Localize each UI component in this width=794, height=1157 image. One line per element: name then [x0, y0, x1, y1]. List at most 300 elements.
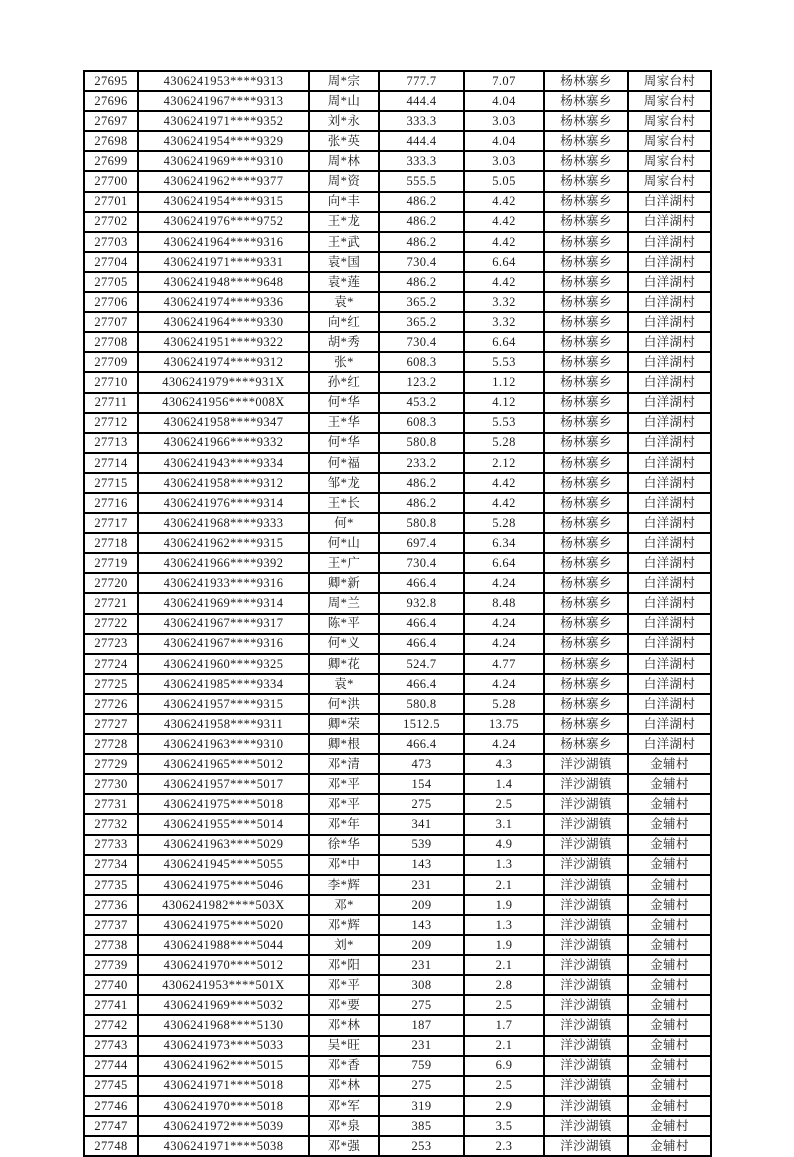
- cell-amount: 580.8: [379, 433, 464, 453]
- cell-township: 洋沙湖镇: [544, 895, 628, 915]
- cell-township: 杨林寨乡: [544, 111, 628, 131]
- cell-name: 周*资: [309, 171, 379, 191]
- cell-amount: 365.2: [379, 312, 464, 332]
- cell-serial-number: 27739: [84, 955, 138, 975]
- cell-amount: 253: [379, 1136, 464, 1156]
- cell-name: 袁*: [309, 292, 379, 312]
- cell-village: 金辅村: [628, 835, 711, 855]
- cell-serial-number: 27695: [84, 71, 138, 91]
- cell-township: 杨林寨乡: [544, 232, 628, 252]
- cell-amount: 154: [379, 774, 464, 794]
- table-row: [84, 835, 711, 855]
- cell-id-card-number: 4306241973****5033: [138, 1036, 309, 1056]
- cell-name: 卿*荣: [309, 714, 379, 734]
- cell-quantity: 8.48: [464, 593, 544, 613]
- cell-name: 向*丰: [309, 192, 379, 212]
- cell-township: 洋沙湖镇: [544, 1076, 628, 1096]
- table-row: [84, 1096, 711, 1116]
- table-row: [84, 312, 711, 332]
- cell-quantity: 4.42: [464, 272, 544, 292]
- cell-serial-number: 27699: [84, 151, 138, 171]
- table-row: [84, 393, 711, 413]
- table-row: [84, 593, 711, 613]
- cell-serial-number: 27742: [84, 1015, 138, 1035]
- table-row: [84, 654, 711, 674]
- cell-quantity: 4.42: [464, 232, 544, 252]
- cell-township: 杨林寨乡: [544, 513, 628, 533]
- cell-name: 何*华: [309, 393, 379, 413]
- cell-quantity: 4.77: [464, 654, 544, 674]
- cell-quantity: 4.3: [464, 754, 544, 774]
- cell-township: 杨林寨乡: [544, 372, 628, 392]
- cell-id-card-number: 4306241976****9314: [138, 493, 309, 513]
- cell-village: 金辅村: [628, 814, 711, 834]
- cell-serial-number: 27723: [84, 634, 138, 654]
- cell-village: 白洋湖村: [628, 714, 711, 734]
- cell-village: 金辅村: [628, 1036, 711, 1056]
- cell-township: 杨林寨乡: [544, 212, 628, 232]
- cell-amount: 143: [379, 915, 464, 935]
- cell-township: 杨林寨乡: [544, 553, 628, 573]
- cell-quantity: 2.1: [464, 1036, 544, 1056]
- cell-serial-number: 27702: [84, 212, 138, 232]
- cell-serial-number: 27743: [84, 1036, 138, 1056]
- cell-amount: 209: [379, 895, 464, 915]
- cell-id-card-number: 4306241969****9314: [138, 593, 309, 613]
- cell-amount: 233.2: [379, 453, 464, 473]
- cell-amount: 466.4: [379, 634, 464, 654]
- cell-village: 白洋湖村: [628, 433, 711, 453]
- cell-amount: 453.2: [379, 393, 464, 413]
- table-row: [84, 634, 711, 654]
- table-row: [84, 352, 711, 372]
- cell-name: 何*山: [309, 533, 379, 553]
- cell-quantity: 1.3: [464, 855, 544, 875]
- cell-quantity: 3.32: [464, 292, 544, 312]
- cell-township: 杨林寨乡: [544, 91, 628, 111]
- cell-id-card-number: 4306241968****9333: [138, 513, 309, 533]
- cell-quantity: 5.05: [464, 171, 544, 191]
- cell-township: 杨林寨乡: [544, 252, 628, 272]
- cell-village: 白洋湖村: [628, 674, 711, 694]
- cell-township: 洋沙湖镇: [544, 975, 628, 995]
- cell-village: 金辅村: [628, 1096, 711, 1116]
- cell-quantity: 13.75: [464, 714, 544, 734]
- cell-amount: 333.3: [379, 151, 464, 171]
- cell-id-card-number: 4306241933****9316: [138, 573, 309, 593]
- cell-amount: 555.5: [379, 171, 464, 191]
- cell-id-card-number: 4306241958****9312: [138, 473, 309, 493]
- cell-village: 白洋湖村: [628, 332, 711, 352]
- cell-township: 杨林寨乡: [544, 131, 628, 151]
- cell-amount: 486.2: [379, 493, 464, 513]
- cell-township: 杨林寨乡: [544, 332, 628, 352]
- cell-id-card-number: 4306241974****9336: [138, 292, 309, 312]
- cell-id-card-number: 4306241958****9311: [138, 714, 309, 734]
- cell-quantity: 1.9: [464, 935, 544, 955]
- cell-name: 邓*平: [309, 774, 379, 794]
- cell-serial-number: 27731: [84, 794, 138, 814]
- table-row: [84, 614, 711, 634]
- cell-quantity: 2.5: [464, 995, 544, 1015]
- cell-quantity: 2.1: [464, 955, 544, 975]
- cell-id-card-number: 4306241945****5055: [138, 855, 309, 875]
- cell-id-card-number: 4306241974****9312: [138, 352, 309, 372]
- cell-village: 白洋湖村: [628, 634, 711, 654]
- cell-amount: 341: [379, 814, 464, 834]
- cell-name: 王*长: [309, 493, 379, 513]
- cell-amount: 466.4: [379, 573, 464, 593]
- cell-quantity: 6.9: [464, 1056, 544, 1076]
- table-row: [84, 513, 711, 533]
- cell-township: 杨林寨乡: [544, 292, 628, 312]
- cell-quantity: 4.42: [464, 493, 544, 513]
- cell-name: 何*华: [309, 433, 379, 453]
- cell-village: 白洋湖村: [628, 272, 711, 292]
- cell-quantity: 5.28: [464, 513, 544, 533]
- cell-serial-number: 27728: [84, 734, 138, 754]
- cell-serial-number: 27705: [84, 272, 138, 292]
- cell-serial-number: 27696: [84, 91, 138, 111]
- cell-amount: 486.2: [379, 232, 464, 252]
- cell-township: 洋沙湖镇: [544, 855, 628, 875]
- cell-id-card-number: 4306241971****9352: [138, 111, 309, 131]
- table-row: [84, 674, 711, 694]
- table-row: [84, 212, 711, 232]
- table-row: [84, 553, 711, 573]
- table-row: [84, 754, 711, 774]
- table-row: [84, 855, 711, 875]
- cell-serial-number: 27746: [84, 1096, 138, 1116]
- cell-id-card-number: 4306241963****9310: [138, 734, 309, 754]
- table-row: [84, 694, 711, 714]
- cell-serial-number: 27716: [84, 493, 138, 513]
- cell-name: 胡*秀: [309, 332, 379, 352]
- cell-quantity: 2.12: [464, 453, 544, 473]
- table-row: [84, 794, 711, 814]
- cell-id-card-number: 4306241970****5018: [138, 1096, 309, 1116]
- cell-township: 杨林寨乡: [544, 171, 628, 191]
- cell-quantity: 2.8: [464, 975, 544, 995]
- table-row: [84, 493, 711, 513]
- cell-township: 洋沙湖镇: [544, 1015, 628, 1035]
- table-row: [84, 1136, 711, 1156]
- table-row: [84, 935, 711, 955]
- cell-id-card-number: 4306241967****9316: [138, 634, 309, 654]
- cell-amount: 524.7: [379, 654, 464, 674]
- cell-village: 周家台村: [628, 131, 711, 151]
- cell-id-card-number: 4306241954****9329: [138, 131, 309, 151]
- cell-name: 邓*平: [309, 794, 379, 814]
- cell-name: 张*: [309, 352, 379, 372]
- cell-quantity: 4.9: [464, 835, 544, 855]
- cell-id-card-number: 4306241966****9392: [138, 553, 309, 573]
- cell-township: 洋沙湖镇: [544, 955, 628, 975]
- cell-id-card-number: 4306241979****931X: [138, 372, 309, 392]
- cell-name: 卿*花: [309, 654, 379, 674]
- cell-village: 白洋湖村: [628, 413, 711, 433]
- cell-serial-number: 27709: [84, 352, 138, 372]
- cell-serial-number: 27719: [84, 553, 138, 573]
- cell-serial-number: 27700: [84, 171, 138, 191]
- cell-serial-number: 27717: [84, 513, 138, 533]
- cell-id-card-number: 4306241967****9313: [138, 91, 309, 111]
- cell-amount: 365.2: [379, 292, 464, 312]
- cell-township: 杨林寨乡: [544, 413, 628, 433]
- cell-township: 洋沙湖镇: [544, 915, 628, 935]
- cell-serial-number: 27740: [84, 975, 138, 995]
- cell-township: 洋沙湖镇: [544, 835, 628, 855]
- table-row: [84, 533, 711, 553]
- table-row: [84, 151, 711, 171]
- cell-village: 白洋湖村: [628, 252, 711, 272]
- cell-township: 杨林寨乡: [544, 573, 628, 593]
- cell-name: 卿*根: [309, 734, 379, 754]
- cell-township: 杨林寨乡: [544, 71, 628, 91]
- cell-quantity: 3.03: [464, 111, 544, 131]
- cell-serial-number: 27712: [84, 413, 138, 433]
- cell-amount: 275: [379, 1076, 464, 1096]
- cell-village: 周家台村: [628, 151, 711, 171]
- cell-id-card-number: 4306241965****5012: [138, 754, 309, 774]
- cell-township: 洋沙湖镇: [544, 774, 628, 794]
- cell-id-card-number: 4306241982****503X: [138, 895, 309, 915]
- cell-village: 金辅村: [628, 794, 711, 814]
- cell-amount: 730.4: [379, 332, 464, 352]
- cell-quantity: 6.64: [464, 332, 544, 352]
- cell-quantity: 4.24: [464, 614, 544, 634]
- table-row: [84, 413, 711, 433]
- cell-serial-number: 27713: [84, 433, 138, 453]
- cell-township: 杨林寨乡: [544, 714, 628, 734]
- cell-amount: 275: [379, 794, 464, 814]
- table-row: [84, 1036, 711, 1056]
- cell-serial-number: 27704: [84, 252, 138, 272]
- cell-name: 何*洪: [309, 694, 379, 714]
- cell-township: 洋沙湖镇: [544, 794, 628, 814]
- cell-village: 白洋湖村: [628, 694, 711, 714]
- table-row: [84, 995, 711, 1015]
- cell-quantity: 4.24: [464, 734, 544, 754]
- table-row: [84, 875, 711, 895]
- cell-quantity: 1.3: [464, 915, 544, 935]
- cell-township: 杨林寨乡: [544, 433, 628, 453]
- cell-village: 金辅村: [628, 975, 711, 995]
- cell-amount: 539: [379, 835, 464, 855]
- table-row: [84, 111, 711, 131]
- cell-name: 袁*: [309, 674, 379, 694]
- table-row: [84, 252, 711, 272]
- cell-id-card-number: 4306241954****9315: [138, 192, 309, 212]
- table-row: [84, 1056, 711, 1076]
- cell-serial-number: 27698: [84, 131, 138, 151]
- cell-amount: 486.2: [379, 272, 464, 292]
- cell-township: 杨林寨乡: [544, 192, 628, 212]
- cell-village: 白洋湖村: [628, 292, 711, 312]
- cell-quantity: 4.42: [464, 192, 544, 212]
- cell-amount: 486.2: [379, 473, 464, 493]
- cell-township: 洋沙湖镇: [544, 814, 628, 834]
- table-row: [84, 171, 711, 191]
- cell-amount: 385: [379, 1116, 464, 1136]
- cell-name: 周*兰: [309, 593, 379, 613]
- cell-amount: 730.4: [379, 553, 464, 573]
- cell-serial-number: 27747: [84, 1116, 138, 1136]
- cell-quantity: 1.9: [464, 895, 544, 915]
- cell-township: 洋沙湖镇: [544, 1116, 628, 1136]
- cell-id-card-number: 4306241957****9315: [138, 694, 309, 714]
- cell-village: 金辅村: [628, 955, 711, 975]
- cell-name: 张*英: [309, 131, 379, 151]
- cell-name: 邓*林: [309, 1015, 379, 1035]
- cell-amount: 932.8: [379, 593, 464, 613]
- cell-village: 金辅村: [628, 774, 711, 794]
- cell-serial-number: 27701: [84, 192, 138, 212]
- cell-amount: 580.8: [379, 513, 464, 533]
- cell-serial-number: 27732: [84, 814, 138, 834]
- cell-village: 周家台村: [628, 91, 711, 111]
- cell-quantity: 4.42: [464, 473, 544, 493]
- cell-village: 金辅村: [628, 1076, 711, 1096]
- cell-quantity: 5.53: [464, 352, 544, 372]
- table-row: [84, 433, 711, 453]
- cell-amount: 466.4: [379, 674, 464, 694]
- cell-name: 邓*泉: [309, 1116, 379, 1136]
- cell-name: 邓*清: [309, 754, 379, 774]
- cell-township: 杨林寨乡: [544, 473, 628, 493]
- cell-amount: 777.7: [379, 71, 464, 91]
- cell-serial-number: 27711: [84, 393, 138, 413]
- cell-id-card-number: 4306241971****5038: [138, 1136, 309, 1156]
- cell-village: 白洋湖村: [628, 232, 711, 252]
- cell-id-card-number: 4306241957****5017: [138, 774, 309, 794]
- cell-amount: 123.2: [379, 372, 464, 392]
- cell-name: 孙*红: [309, 372, 379, 392]
- cell-quantity: 1.4: [464, 774, 544, 794]
- cell-name: 邓*平: [309, 975, 379, 995]
- table-row: [84, 272, 711, 292]
- cell-amount: 231: [379, 1036, 464, 1056]
- cell-amount: 143: [379, 855, 464, 875]
- table-row: [84, 292, 711, 312]
- cell-name: 李*辉: [309, 875, 379, 895]
- cell-name: 向*红: [309, 312, 379, 332]
- cell-quantity: 4.24: [464, 573, 544, 593]
- cell-quantity: 2.3: [464, 1136, 544, 1156]
- cell-id-card-number: 4306241969****5032: [138, 995, 309, 1015]
- cell-id-card-number: 4306241966****9332: [138, 433, 309, 453]
- cell-name: 邓*香: [309, 1056, 379, 1076]
- cell-quantity: 5.28: [464, 433, 544, 453]
- cell-name: 王*广: [309, 553, 379, 573]
- cell-id-card-number: 4306241956****008X: [138, 393, 309, 413]
- cell-village: 白洋湖村: [628, 212, 711, 232]
- cell-name: 何*义: [309, 634, 379, 654]
- table-row: [84, 814, 711, 834]
- cell-name: 周*林: [309, 151, 379, 171]
- cell-serial-number: 27744: [84, 1056, 138, 1076]
- cell-id-card-number: 4306241963****5029: [138, 835, 309, 855]
- cell-amount: 275: [379, 995, 464, 1015]
- cell-amount: 466.4: [379, 614, 464, 634]
- cell-serial-number: 27718: [84, 533, 138, 553]
- cell-id-card-number: 4306241971****5018: [138, 1076, 309, 1096]
- cell-village: 白洋湖村: [628, 393, 711, 413]
- cell-village: 金辅村: [628, 754, 711, 774]
- cell-quantity: 3.03: [464, 151, 544, 171]
- cell-township: 杨林寨乡: [544, 272, 628, 292]
- cell-id-card-number: 4306241964****9316: [138, 232, 309, 252]
- table-row: [84, 1116, 711, 1136]
- cell-serial-number: 27697: [84, 111, 138, 131]
- cell-name: 徐*华: [309, 835, 379, 855]
- cell-name: 王*龙: [309, 212, 379, 232]
- cell-quantity: 4.04: [464, 91, 544, 111]
- cell-village: 金辅村: [628, 855, 711, 875]
- cell-village: 白洋湖村: [628, 614, 711, 634]
- cell-village: 白洋湖村: [628, 513, 711, 533]
- cell-township: 洋沙湖镇: [544, 1036, 628, 1056]
- cell-quantity: 3.1: [464, 814, 544, 834]
- cell-id-card-number: 4306241962****9377: [138, 171, 309, 191]
- cell-serial-number: 27706: [84, 292, 138, 312]
- cell-serial-number: 27721: [84, 593, 138, 613]
- cell-township: 洋沙湖镇: [544, 935, 628, 955]
- cell-village: 白洋湖村: [628, 573, 711, 593]
- cell-village: 白洋湖村: [628, 493, 711, 513]
- table-row: [84, 895, 711, 915]
- cell-quantity: 6.34: [464, 533, 544, 553]
- cell-id-card-number: 4306241985****9334: [138, 674, 309, 694]
- cell-serial-number: 27714: [84, 453, 138, 473]
- cell-name: 邓*中: [309, 855, 379, 875]
- cell-name: 何*福: [309, 453, 379, 473]
- table-row: [84, 1015, 711, 1035]
- cell-id-card-number: 4306241964****9330: [138, 312, 309, 332]
- cell-amount: 308: [379, 975, 464, 995]
- cell-quantity: 2.9: [464, 1096, 544, 1116]
- table-row: [84, 955, 711, 975]
- table-row: [84, 975, 711, 995]
- cell-name: 周*山: [309, 91, 379, 111]
- cell-village: 金辅村: [628, 1015, 711, 1035]
- cell-serial-number: 27722: [84, 614, 138, 634]
- cell-id-card-number: 4306241976****9752: [138, 212, 309, 232]
- cell-amount: 209: [379, 935, 464, 955]
- cell-id-card-number: 4306241958****9347: [138, 413, 309, 433]
- cell-amount: 444.4: [379, 131, 464, 151]
- cell-township: 杨林寨乡: [544, 674, 628, 694]
- cell-quantity: 6.64: [464, 252, 544, 272]
- cell-township: 杨林寨乡: [544, 694, 628, 714]
- cell-township: 洋沙湖镇: [544, 754, 628, 774]
- cell-amount: 444.4: [379, 91, 464, 111]
- cell-name: 周*宗: [309, 71, 379, 91]
- cell-quantity: 6.64: [464, 553, 544, 573]
- cell-name: 邓*: [309, 895, 379, 915]
- table-row: [84, 232, 711, 252]
- cell-township: 洋沙湖镇: [544, 1056, 628, 1076]
- cell-id-card-number: 4306241962****5015: [138, 1056, 309, 1076]
- cell-township: 杨林寨乡: [544, 312, 628, 332]
- cell-name: 袁*国: [309, 252, 379, 272]
- cell-amount: 608.3: [379, 352, 464, 372]
- cell-township: 杨林寨乡: [544, 393, 628, 413]
- cell-village: 白洋湖村: [628, 453, 711, 473]
- cell-serial-number: 27745: [84, 1076, 138, 1096]
- cell-quantity: 4.24: [464, 674, 544, 694]
- cell-village: 白洋湖村: [628, 372, 711, 392]
